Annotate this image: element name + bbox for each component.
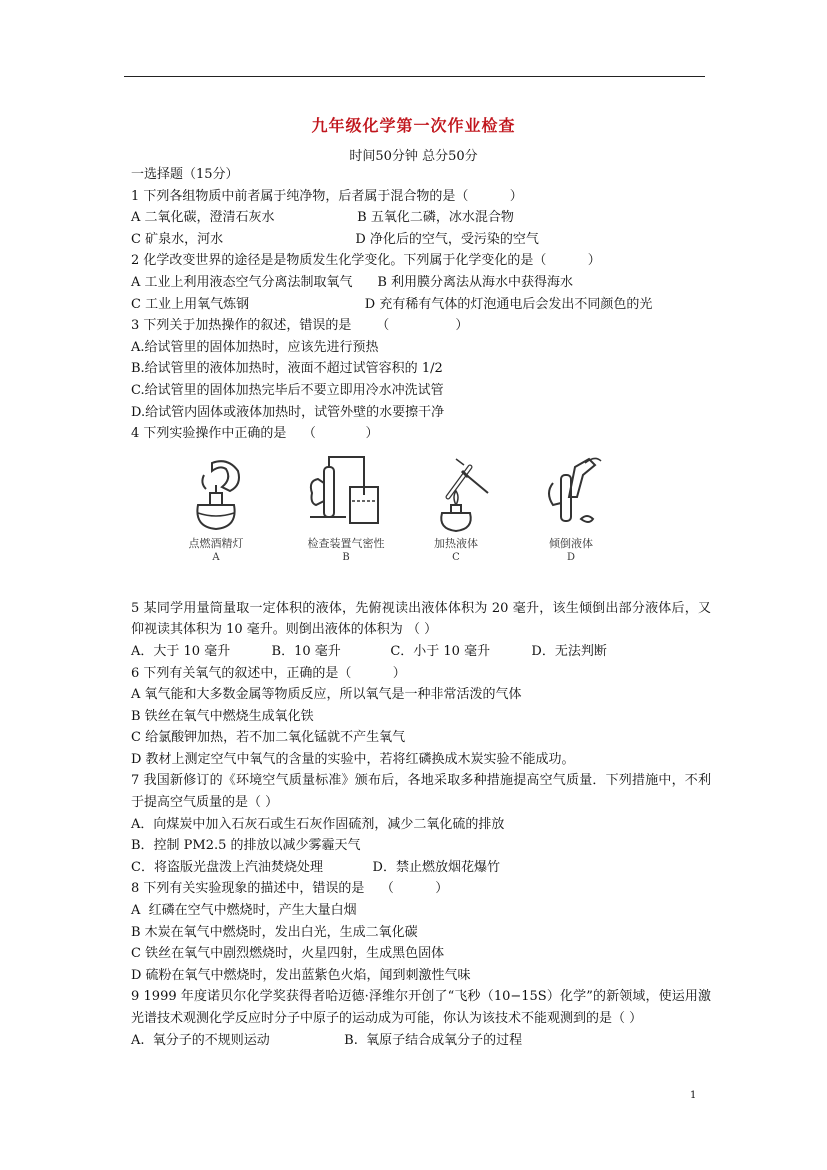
question-7-option-b: B．控制 PM2.5 的排放以减少雾霾天气 — [131, 838, 361, 854]
question-2-stem: 2 化学改变世界的途径是是物质发生化学变化。下列属于化学变化的是（ ） — [131, 253, 601, 269]
question-3-option-b: B.给试管里的液体加热时，液面不超过试管容积的 1/2 — [131, 361, 443, 377]
question-8-option-d: D 硫粉在氧气中燃烧时，发出蓝紫色火焰，闻到刺激性气味 — [131, 967, 471, 983]
question-6-option-c: C 给氯酸钾加热，若不加二氧化锰就不产生氧气 — [131, 730, 406, 746]
question-3-option-a: A.给试管里的固体加热时，应该先进行预热 — [131, 339, 379, 355]
question-3-option-d: D.给试管内固体或液体加热时，试管外壁的水要擦干净 — [131, 404, 445, 420]
question-6-stem: 6 下列有关氧气的叙述中，正确的是（ ） — [131, 665, 406, 681]
question-8-option-b: B 木炭在氧气中燃烧时，发出白光，生成二氧化碳 — [131, 924, 418, 940]
question-7-option-a: A．向煤炭中加入石灰石或生石灰作固硫剂，减少二氧化硫的排放 — [131, 816, 505, 832]
figure-c — [391, 453, 521, 565]
figure-d-caption: 倾倒液体 — [549, 536, 593, 550]
question-1-options-row-2: C 矿泉水，河水 D 净化后的空气，受污染的空气 — [131, 231, 539, 247]
question-8-option-a: A 红磷在空气中燃烧时，产生大量白烟 — [131, 903, 357, 919]
question-4-stem: 4 下列实验操作中正确的是 （ ） — [131, 426, 379, 442]
question-6-option-d: D 教材上测定空气中氧气的含量的实验中，若将红磷换成木炭实验不能成功。 — [131, 751, 575, 767]
section-heading: 一选择题（15分） — [131, 167, 239, 182]
pouring-liquid-icon — [531, 453, 611, 533]
question-7-stem: 7 我国新修订的《环境空气质量标准》颁布后，各地采取多种措施提高空气质量．下列措施中，不利于提高空气质量的是（ ） — [131, 773, 711, 811]
figure-b-letter: B — [342, 551, 350, 563]
question-2-options-row-2: C 工业上用氧气炼钢 D 充有稀有气体的灯泡通电后会发出不同颜色的光 — [131, 296, 653, 312]
figure-a-letter: A — [212, 551, 220, 563]
question-1-stem: 1 下列各组物质中前者属于纯净物，后者属于混合物的是（ ） — [131, 188, 523, 204]
question-3-option-c: C.给试管里的固体加热完毕后不要立即用冷水冲洗试管 — [131, 382, 444, 398]
question-8-stem: 8 下列有关实验现象的描述中，错误的是 （ ） — [131, 881, 449, 897]
heating-liquid-icon — [416, 453, 496, 533]
question-7-options-cd: C．将盗版光盘泼上汽油焚烧处理 D．禁止燃放烟花爆竹 — [131, 859, 500, 875]
question-6-option-a: A 氧气能和大多数金属等物质反应，所以氧气是一种非常活泼的气体 — [131, 687, 522, 703]
question-3-stem: 3 下列关于加热操作的叙述，错误的是 （ ） — [131, 318, 469, 334]
page-number: 1 — [690, 1090, 697, 1101]
question-list — [131, 164, 711, 1051]
question-6-option-b: B 铁丝在氧气中燃烧生成氧化铁 — [131, 708, 314, 724]
question-5-stem: 5 某同学用量筒量取一定体积的液体，先俯视读出液体体积为 20 毫升，该生倾倒出部分液体后，又仰视读其体积为 10 毫升。则倒出液体的体积为 （ ） — [131, 600, 711, 638]
alcohol-lamp-lighting-icon — [176, 453, 256, 533]
question-1-options-row-1: A 二氧化碳，澄清石灰水 B 五氧化二磷，冰水混合物 — [131, 210, 514, 226]
figure-d-letter: D — [566, 551, 576, 563]
page-subtitle: 时间50分钟 总分50分 — [349, 149, 478, 164]
question-4-figures — [131, 453, 711, 598]
figure-a — [151, 453, 281, 565]
figure-c-caption: 加热液体 — [434, 536, 478, 550]
airtightness-check-icon — [306, 453, 386, 533]
question-9-options: A. 氧分子的不规则运动 B. 氧原子结合成氧分子的过程 — [131, 1032, 523, 1048]
question-2-options-row-1: A 工业上利用液态空气分离法制取氧气 B 利用膜分离法从海水中获得海水 — [131, 274, 574, 290]
question-9-stem: 9 1999 年度诺贝尔化学奖获得者哈迈德·泽维尔开创了“飞秒（10−15S）化学”的新领域，使运用激光谱技术观测化学反应时分子中原子的运动成为可能，你认为该技术不能观测到的是（ ） — [131, 989, 711, 1026]
question-8-option-c: C 铁丝在氧气中剧烈燃烧时，火星四射，生成黑色固体 — [131, 946, 445, 962]
page-title: 九年级化学第一次作业检查 — [311, 116, 516, 135]
figure-b-caption: 检查装置气密性 — [307, 536, 385, 550]
figure-c-letter: C — [452, 551, 460, 563]
header-rule — [124, 76, 705, 77]
figure-d — [506, 453, 636, 565]
figure-a-caption: 点燃酒精灯 — [188, 536, 244, 550]
question-5-options: A．大于 10 毫升 B．10 毫升 C．小于 10 毫升 D．无法判断 — [131, 643, 607, 659]
